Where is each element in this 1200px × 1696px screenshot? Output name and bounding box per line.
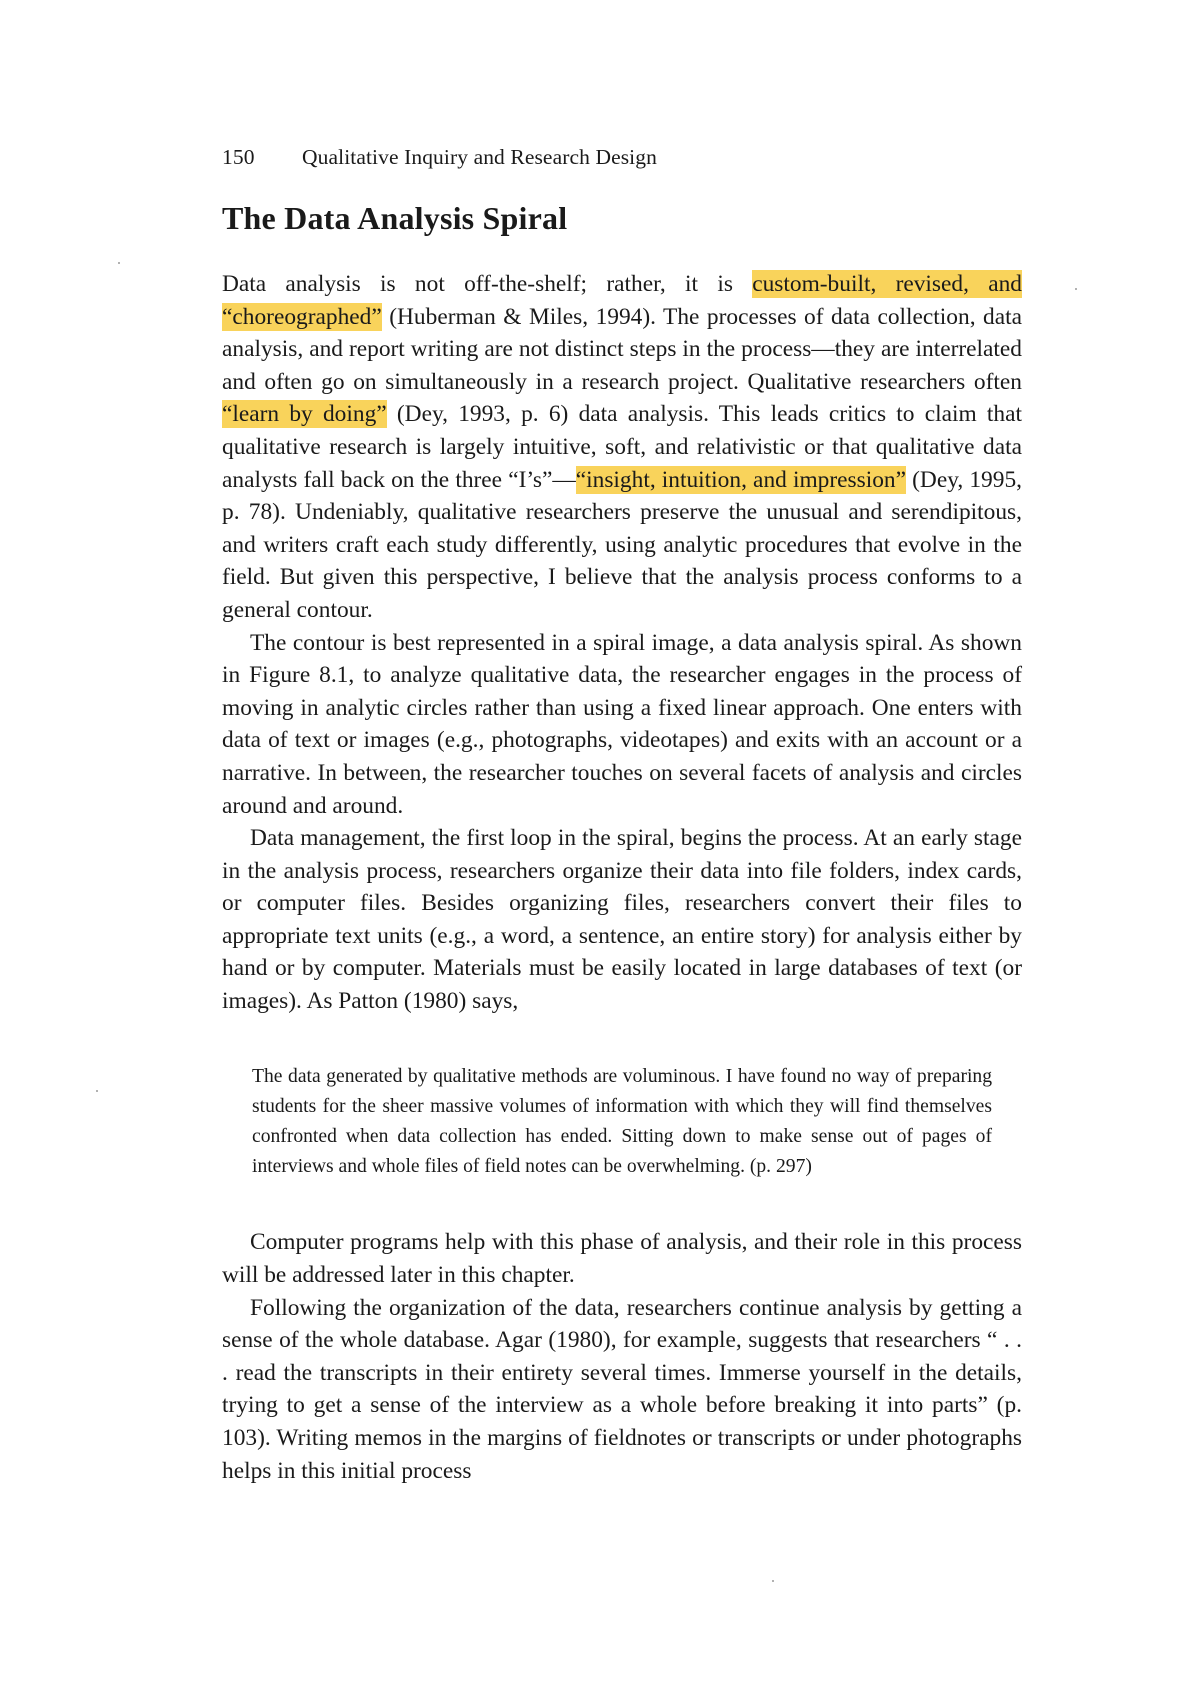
scan-speck [96, 1090, 98, 1092]
running-title: Qualitative Inquiry and Research Design [302, 145, 657, 169]
body-text [222, 268, 1022, 1487]
running-header [222, 145, 657, 170]
section-title: The Data Analysis Spiral [222, 200, 568, 236]
paragraph-4: Computer programs help with this phase of analysis, and their role in this process will be addressed later in this chapter. [222, 1229, 1022, 1289]
highlight-choreographed: custom-built, revised, and “choreographed” [222, 271, 1023, 330]
paragraph-1-text-c: (Dey, 1993, p. 6) data analysis. This leads critics to claim that qualitative research is largely intuitive, soft, and relativistic or that qualitative data analysts fall back on the three “I’s”— [222, 401, 1022, 493]
block-quote: The data generated by qualitative methods are voluminous. I have found no way of preparing students for the sheer massive volumes of information with which they will find themselves confronted when data collection has ended. Sitting down to make sense out of pages of interviews and whole files of field notes can be overwhelming. (p. 297) [252, 1065, 992, 1178]
paragraph-1-text-a: Data analysis is not off-the-shelf; rather, it is [222, 271, 753, 297]
highlight-learn-by-doing: “learn by doing” [222, 401, 387, 428]
paragraph-3: Data management, the first loop in the spiral, begins the process. At an early stage in the analysis process, researchers organize their data into file folders, index cards, or computer files. Besides organizing files, researchers convert their files to appropriate text units (e.g., a word, a sentence, an entire story) for analysis either by hand or by computer. Materials must be easily located in large databases of text (or images). As Patton (1980) says, [222, 825, 1022, 1015]
paragraph-1-text-d: (Dey, 1995, p. 78). Undeniably, qualitative researchers preserve the unusual and serendipitous, and writers craft each study differently, using analytic procedures that evolve in the field. But given this perspective, I believe that the analysis process conforms to a general contour. [222, 466, 1022, 623]
highlight-insight: “insight, intuition, and impression” [575, 466, 906, 493]
page-number: 150 [222, 145, 255, 169]
scan-speck [772, 1580, 774, 1582]
paragraph-2: The contour is best represented in a spiral image, a data analysis spiral. As shown in Figure 8.1, to analyze qualitative data, the researcher engages in the process of moving in analytic circles rather than using a fixed linear approach. One enters with data of text or images (e.g., photographs, videotapes) and exits with an account or a narrative. In between, the researcher touches on several facets of analysis and circles around and around. [222, 629, 1022, 819]
scan-speck [118, 262, 120, 264]
paragraph-1-text-b: (Huberman & Miles, 1994). The processes of data collection, data analysis, and report writing are not distinct steps in the process—they are interrelated and often go on simultaneously in a research project. Qualitative researchers often [222, 303, 1022, 395]
paragraph-1 [222, 268, 1022, 627]
paragraph-5: Following the organization of the data, researchers continue analysis by getting a sense of the whole database. Agar (1980), for example, suggests that researchers “ . . . read the transcripts in their entirety several times. Immerse yourself in the details, trying to get a sense of the interview as a whole before breaking it into parts” (p. 103). Writing memos in the margins of fieldnotes or transcripts or under photographs helps in this initial process [222, 1294, 1022, 1484]
scan-speck [1075, 288, 1077, 290]
